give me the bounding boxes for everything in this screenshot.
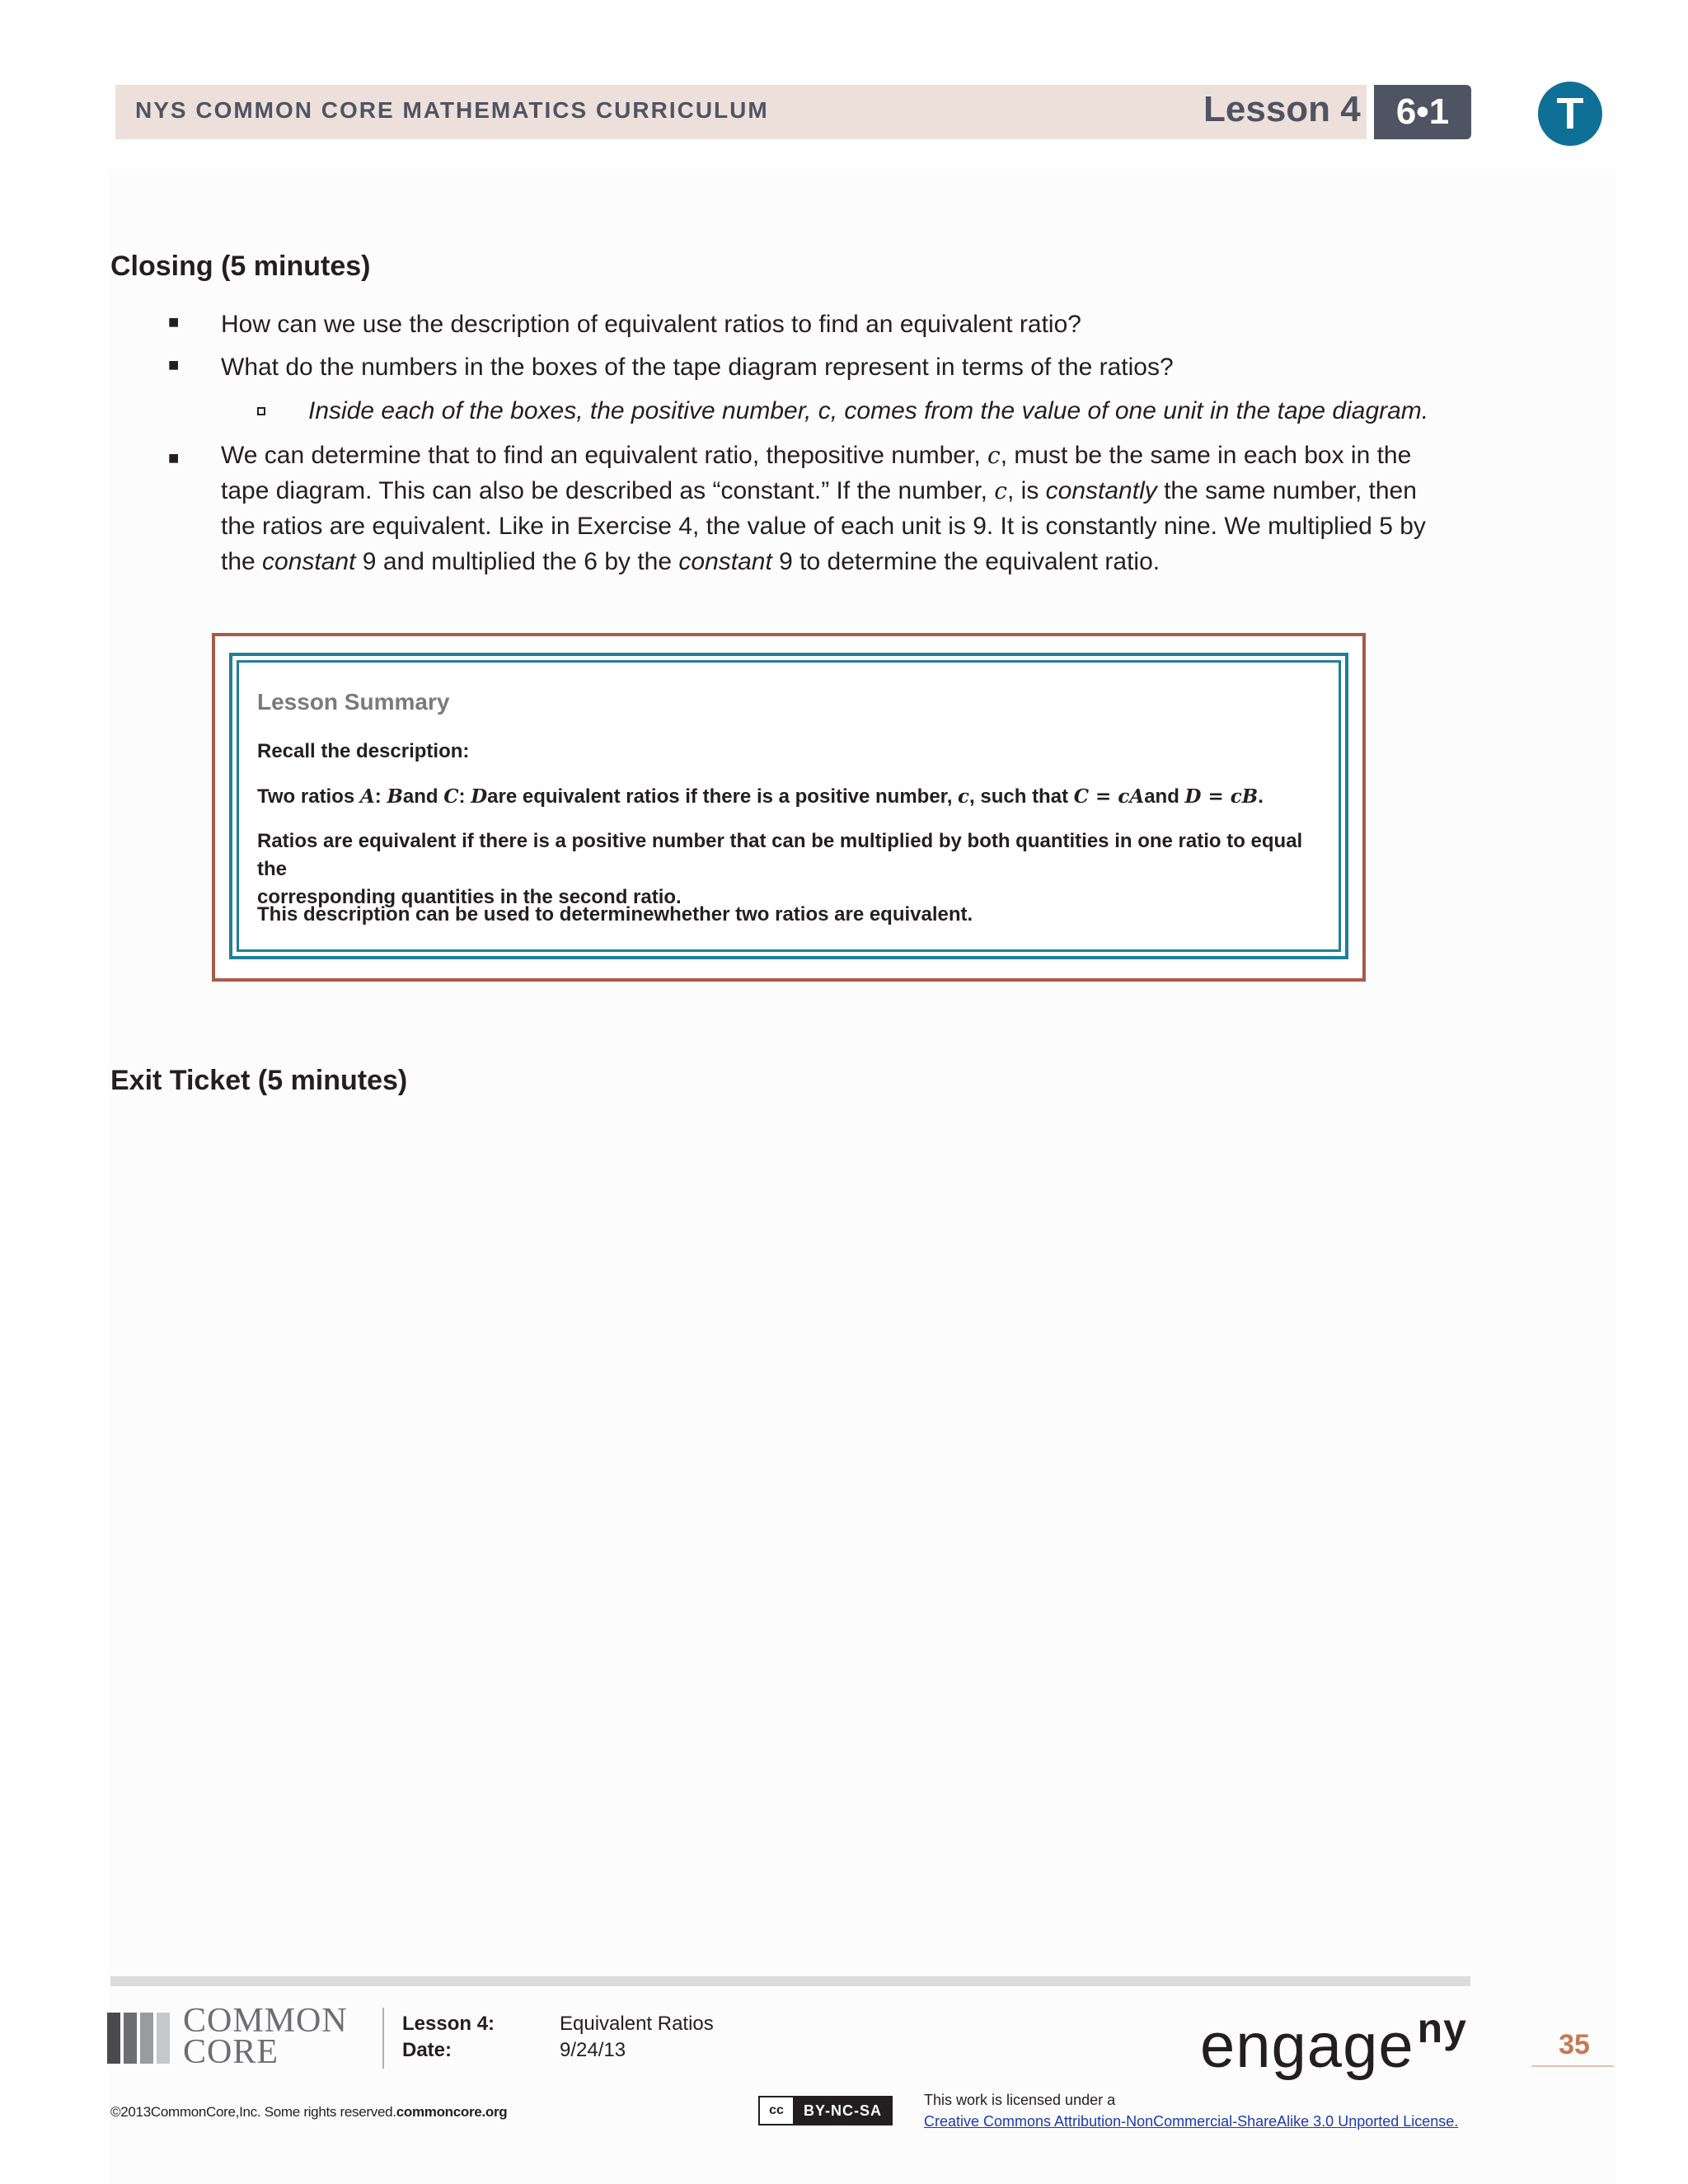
- engageny-logo: engage$^{ny}$: [1200, 2005, 1467, 2081]
- bullet-square-icon: ■: [168, 312, 180, 332]
- sub-bullet-icon: [257, 407, 265, 415]
- footer-rule: [110, 1976, 1470, 1986]
- footer-lesson-label: Lesson 4:: [402, 2013, 495, 2035]
- common-core-logo-word-2: CORE: [183, 2033, 279, 2071]
- closing-explanation: We can determine that to find an equivalent ratio, thepositive number, c, must be the same in each box in the tape diagram. This can also be described as “constant.” If the number, c, is constantly the same number, then the ratios are equivalent. Like in Exercise 4, the value of each unit is 9. It is constantly nine. We multiplied 5 by the constant 9 and multiplied the 6 by the constant 9 to determine the equivalent ratio.: [221, 442, 1426, 575]
- closing-question-1: How can we use the description of equivalent ratios to find an equivalent ratio?: [221, 311, 1081, 338]
- common-core-logo-icon: [107, 2008, 176, 2069]
- summary-recall: Recall the description:: [257, 740, 470, 762]
- footer-divider: [382, 2008, 384, 2069]
- bullet-square-icon: ■: [168, 448, 180, 468]
- closing-answer-2: Inside each of the boxes, the positive number, c, comes from the value of one unit in the tape diagram.: [308, 397, 1429, 424]
- bullet-square-icon: ■: [168, 354, 180, 375]
- license-type: BY-NC-SA: [795, 2097, 891, 2124]
- lesson-number: Lesson 4: [1203, 89, 1361, 129]
- summary-paragraph-2: This description can be used to determinewhether two ratios are equivalent.: [257, 903, 973, 926]
- page-number: 35: [1559, 2029, 1590, 2060]
- footer-date: 9/24/13: [560, 2039, 626, 2061]
- copyright-notice: ©2013CommonCore,Inc. Some rights reserved.commoncore.org: [110, 2104, 508, 2120]
- teacher-t-icon: T: [1538, 82, 1602, 146]
- cc-icon: cc: [760, 2097, 795, 2124]
- footer-lesson-title: Equivalent Ratios: [560, 2013, 714, 2035]
- closing-heading: Closing (5 minutes): [110, 251, 371, 282]
- common-core-logo-word-1: COMMON: [183, 2002, 348, 2040]
- curriculum-title: NYS COMMON CORE MATHEMATICS CURRICULUM: [135, 97, 769, 123]
- cc-license-badge[interactable]: [758, 2096, 893, 2125]
- grade-module-badge: 6•1: [1374, 85, 1471, 139]
- page-number-underline: [1531, 2065, 1614, 2067]
- summary-definition: Two ratios A: Band C: Dare equivalent ratios if there is a positive number, c, such that C = cAand D = cB.: [257, 785, 1264, 808]
- summary-paragraph-1: Ratios are equivalent if there is a positive number that can be multiplied by both quantities in one ratio to equal the corresponding quantities in the second ratio.: [257, 830, 1303, 908]
- closing-question-2: What do the numbers in the boxes of the tape diagram represent in terms of the ratios?: [221, 354, 1174, 381]
- exit-ticket-heading: Exit Ticket (5 minutes): [110, 1065, 408, 1096]
- license-text: This work is licensed under a: [924, 2092, 1116, 2108]
- footer-date-label: Date:: [402, 2039, 452, 2061]
- lesson-summary-title: Lesson Summary: [257, 689, 450, 715]
- license-link[interactable]: Creative Commons Attribution-NonCommercial-ShareAlike 3.0 Unported License.: [924, 2113, 1459, 2130]
